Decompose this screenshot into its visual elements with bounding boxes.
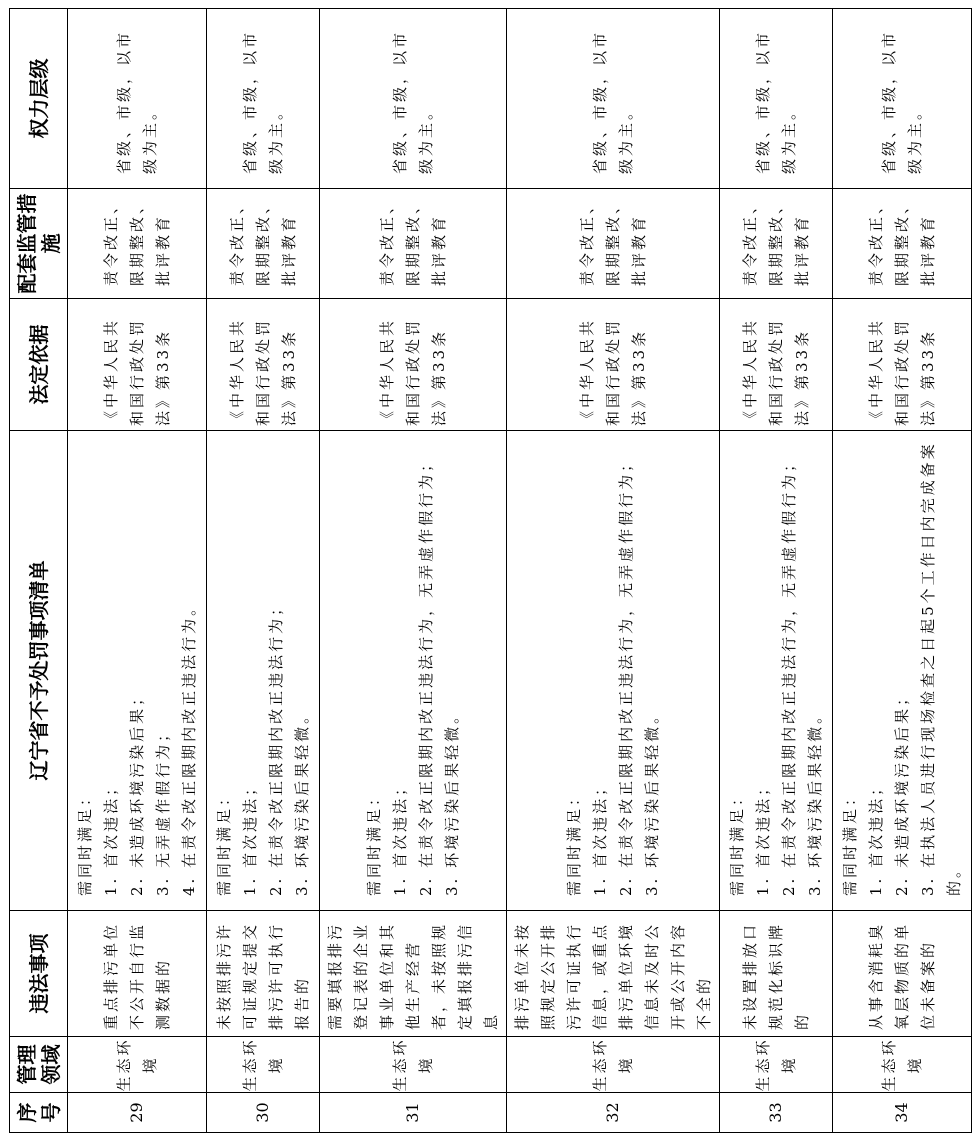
condition-line: 3. 环境污染后果轻微。 [293,705,311,896]
row-basis: 《中华人民共和国行政处罚法》第33条 [207,299,320,431]
row-seq: 30 [207,1093,320,1133]
rotated-table-container [9,9,963,1133]
row-conditions [720,431,833,911]
row-item: 从事含消耗臭氧层物质的单位未备案的 [833,911,972,1037]
row-level: 省级、市级，以市级为主。 [720,9,833,189]
row-level: 省级、市级，以市级为主。 [507,9,720,189]
condition-line: 需同时满足： [565,787,583,896]
row-area: 生态环境 [68,1037,207,1093]
row-conditions [207,431,320,911]
table-row [720,9,833,1133]
condition-line: 需同时满足： [215,787,233,896]
row-measure: 责令改正、限期整改、批评教育 [833,189,972,299]
row-area: 生态环境 [207,1037,320,1093]
penalty-exemption-table [9,8,972,1133]
header-measure: 配套监管措施 [10,189,68,299]
condition-line: 需同时满足： [365,787,383,896]
row-measure: 责令改正、限期整改、批评教育 [320,189,507,299]
row-basis: 《中华人民共和国行政处罚法》第33条 [68,299,207,431]
row-measure: 责令改正、限期整改、批评教育 [68,189,207,299]
row-level: 省级、市级，以市级为主。 [833,9,972,189]
condition-line: 3. 在执法人员进行现场检查之日起5个工作日内完成备案的。 [919,441,963,896]
table-row [207,9,320,1133]
condition-line: 3. 无弄虚作假行为； [154,723,172,896]
condition-line: 2. 在责令改正限期内改正违法行为，无弄虚作假行为； [417,453,435,896]
row-conditions [68,431,207,911]
row-conditions [320,431,507,911]
row-seq: 29 [68,1093,207,1133]
condition-line: 1. 首次违法； [241,777,259,896]
row-measure: 责令改正、限期整改、批评教育 [720,189,833,299]
condition-line: 4. 在责令改正限期内改正违法行为。 [180,597,198,896]
header-level: 权力层级 [10,9,68,189]
table-row [507,9,720,1133]
row-basis: 《中华人民共和国行政处罚法》第33条 [320,299,507,431]
row-basis: 《中华人民共和国行政处罚法》第33条 [720,299,833,431]
condition-line: 2. 未造成环境污染后果； [893,687,911,896]
condition-line: 需同时满足： [841,787,859,896]
row-measure: 责令改正、限期整改、批评教育 [207,189,320,299]
table-row [320,9,507,1133]
condition-line: 1. 首次违法； [391,777,409,896]
row-level: 省级、市级，以市级为主。 [320,9,507,189]
header-basis: 法定依据 [10,299,68,431]
row-area: 生态环境 [720,1037,833,1093]
row-conditions [833,431,972,911]
header-list: 辽宁省不予处罚事项清单 [10,431,68,911]
row-item: 重点排污单位不公开自行监测数据的 [68,911,207,1037]
row-area: 生态环境 [833,1037,972,1093]
condition-line: 3. 环境污染后果轻微。 [443,705,461,896]
row-item: 未设置排放口规范化标识牌的 [720,911,833,1037]
condition-line: 1. 首次违法； [754,777,772,896]
condition-line: 3. 环境污染后果轻微。 [643,705,661,896]
header-area: 管理领域 [10,1037,68,1093]
row-seq: 31 [320,1093,507,1133]
condition-line: 1. 首次违法； [102,777,120,896]
condition-line: 需同时满足： [728,787,746,896]
row-basis: 《中华人民共和国行政处罚法》第33条 [507,299,720,431]
condition-line: 2. 在责令改正限期内改正违法行为； [267,597,285,896]
condition-line: 2. 在责令改正限期内改正违法行为，无弄虚作假行为； [617,453,635,896]
table-row [833,9,972,1133]
row-area: 生态环境 [507,1037,720,1093]
row-measure: 责令改正、限期整改、批评教育 [507,189,720,299]
row-seq: 32 [507,1093,720,1133]
condition-line: 3. 环境污染后果轻微。 [806,705,824,896]
condition-line: 1. 首次违法； [591,777,609,896]
header-seq: 序号 [10,1093,68,1133]
row-item: 需要填报排污登记表的企业事业单位和其他生产经营者，未按照规定填报排污信息 [320,911,507,1037]
row-level: 省级、市级，以市级为主。 [207,9,320,189]
row-seq: 33 [720,1093,833,1133]
table-header-row [10,9,68,1133]
condition-line: 1. 首次违法； [867,777,885,896]
row-item: 排污单位未按照规定公开排污许可证执行信息，或重点排污单位环境信息未及时公开或公开内容不全的 [507,911,720,1037]
row-seq: 34 [833,1093,972,1133]
row-conditions [507,431,720,911]
header-item: 违法事项 [10,911,68,1037]
condition-line: 2. 未造成环境污染后果； [128,687,146,896]
condition-line: 2. 在责令改正限期内改正违法行为，无弄虚作假行为； [780,453,798,896]
row-level: 省级、市级，以市级为主。 [68,9,207,189]
row-item: 未按照排污许可证规定提交排污许可执行报告的 [207,911,320,1037]
table-row [68,9,207,1133]
condition-line: 需同时满足： [76,787,94,896]
row-area: 生态环境 [320,1037,507,1093]
row-basis: 《中华人民共和国行政处罚法》第33条 [833,299,972,431]
